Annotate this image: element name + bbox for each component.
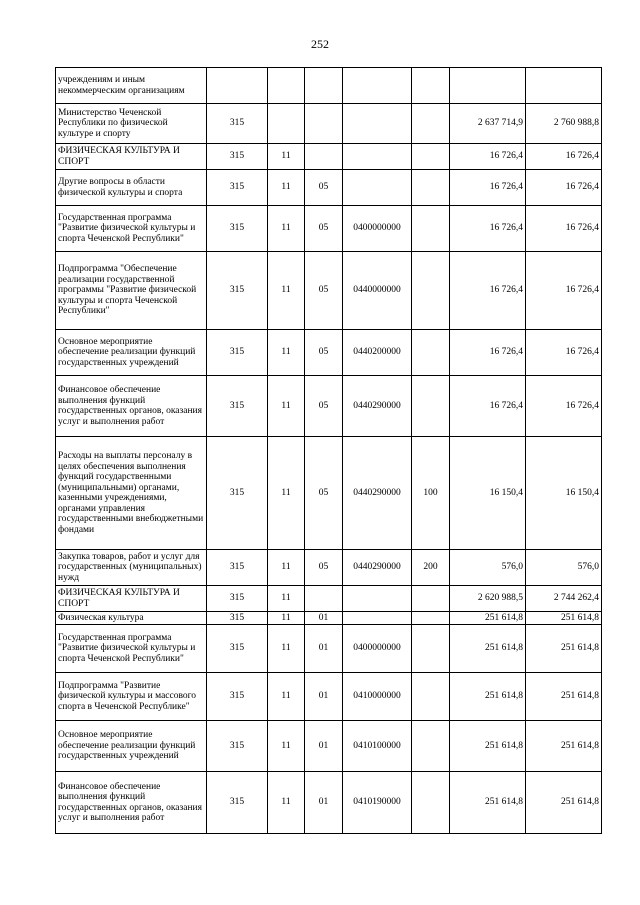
row-name-cell: ФИЗИЧЕСКАЯ КУЛЬТУРА И СПОРТ [56,586,207,612]
row-target-article-cell: 0400000000 [343,625,412,673]
row-ved-cell: 315 [207,612,268,625]
table-row [56,330,602,376]
row-target-article-cell [343,104,412,144]
row-expense-type-cell [412,206,450,252]
row-section-cell: 11 [268,376,305,437]
row-ved-cell: 315 [207,625,268,673]
row-expense-type-cell [412,612,450,625]
row-section-cell: 11 [268,330,305,376]
row-amount-year1-cell: 16 726,4 [450,252,526,330]
row-subsection-cell: 05 [305,170,343,206]
row-amount-year1-cell: 16 726,4 [450,170,526,206]
row-amount-year2-cell: 2 760 988,8 [526,104,602,144]
row-section-cell: 11 [268,206,305,252]
row-section-cell: 11 [268,673,305,721]
row-amount-year1-cell: 16 726,4 [450,376,526,437]
row-target-article-cell [343,68,412,104]
row-expense-type-cell [412,68,450,104]
row-ved-cell: 315 [207,330,268,376]
table-row [56,612,602,625]
row-amount-year1-cell: 2 637 714,9 [450,104,526,144]
row-amount-year2-cell: 576,0 [526,550,602,586]
row-ved-cell: 315 [207,252,268,330]
table-row [56,772,602,834]
row-amount-year2-cell: 16 726,4 [526,376,602,437]
row-amount-year2-cell: 16 150,4 [526,437,602,550]
row-amount-year1-cell: 16 726,4 [450,330,526,376]
budget-table [55,67,602,834]
table-row [56,586,602,612]
row-target-article-cell [343,170,412,206]
row-ved-cell: 315 [207,170,268,206]
row-amount-year2-cell: 16 726,4 [526,252,602,330]
row-section-cell: 11 [268,586,305,612]
row-ved-cell: 315 [207,206,268,252]
row-expense-type-cell [412,170,450,206]
row-name-cell: Основное мероприятие обеспечение реализации функций государственных учреждений [56,330,207,376]
row-ved-cell: 315 [207,376,268,437]
row-expense-type-cell: 100 [412,437,450,550]
row-section-cell: 11 [268,612,305,625]
row-ved-cell: 315 [207,550,268,586]
row-section-cell: 11 [268,721,305,772]
table-row [56,721,602,772]
row-amount-year1-cell: 16 726,4 [450,206,526,252]
row-expense-type-cell [412,721,450,772]
row-target-article-cell: 0410000000 [343,673,412,721]
row-target-article-cell: 0440200000 [343,330,412,376]
row-expense-type-cell [412,252,450,330]
row-subsection-cell: 05 [305,330,343,376]
row-ved-cell: 315 [207,721,268,772]
row-amount-year2-cell: 251 614,8 [526,721,602,772]
row-subsection-cell [305,104,343,144]
row-expense-type-cell [412,772,450,834]
row-subsection-cell: 05 [305,206,343,252]
row-subsection-cell [305,586,343,612]
row-expense-type-cell [412,376,450,437]
row-subsection-cell: 01 [305,625,343,673]
row-ved-cell [207,68,268,104]
row-name-cell: Основное мероприятие обеспечение реализации функций государственных учреждений [56,721,207,772]
row-amount-year2-cell: 16 726,4 [526,206,602,252]
row-ved-cell: 315 [207,437,268,550]
row-target-article-cell: 0410190000 [343,772,412,834]
row-target-article-cell: 0440290000 [343,437,412,550]
row-name-cell: Другие вопросы в области физической культуры и спорта [56,170,207,206]
row-expense-type-cell [412,673,450,721]
table-row [56,625,602,673]
row-name-cell: Финансовое обеспечение выполнения функций государственных органов, оказания услуг и выполнения работ [56,772,207,834]
row-section-cell: 11 [268,772,305,834]
row-name-cell: Министерство Чеченской Республики по физической культуре и спорту [56,104,207,144]
row-section-cell [268,68,305,104]
row-subsection-cell: 01 [305,721,343,772]
page-number: 252 [311,37,329,51]
row-name-cell: Подпрограмма "Обеспечение реализации государственной программы "Развитие физической культуры и спорта Чеченской Республики" [56,252,207,330]
row-amount-year2-cell: 16 726,4 [526,170,602,206]
row-amount-year2-cell: 251 614,8 [526,625,602,673]
row-amount-year1-cell: 251 614,8 [450,625,526,673]
row-name-cell: ФИЗИЧЕСКАЯ КУЛЬТУРА И СПОРТ [56,144,207,170]
row-ved-cell: 315 [207,144,268,170]
table-row [56,104,602,144]
table-row [56,673,602,721]
row-amount-year2-cell: 16 726,4 [526,144,602,170]
row-section-cell: 11 [268,437,305,550]
row-target-article-cell: 0410100000 [343,721,412,772]
row-section-cell: 11 [268,550,305,586]
row-amount-year2-cell: 251 614,8 [526,612,602,625]
row-amount-year1-cell: 251 614,8 [450,612,526,625]
row-amount-year2-cell: 251 614,8 [526,673,602,721]
row-target-article-cell: 0440000000 [343,252,412,330]
row-amount-year1-cell [450,68,526,104]
row-target-article-cell [343,586,412,612]
row-subsection-cell: 05 [305,550,343,586]
row-amount-year1-cell: 576,0 [450,550,526,586]
table-row [56,68,602,104]
row-section-cell: 11 [268,625,305,673]
row-target-article-cell [343,612,412,625]
row-expense-type-cell: 200 [412,550,450,586]
row-amount-year1-cell: 251 614,8 [450,772,526,834]
row-target-article-cell [343,144,412,170]
row-amount-year2-cell: 251 614,8 [526,772,602,834]
row-subsection-cell: 05 [305,252,343,330]
row-ved-cell: 315 [207,586,268,612]
row-subsection-cell [305,144,343,170]
row-name-cell: Закупка товаров, работ и услуг для государственных (муниципальных) нужд [56,550,207,586]
row-section-cell: 11 [268,252,305,330]
row-expense-type-cell [412,625,450,673]
row-ved-cell: 315 [207,104,268,144]
row-amount-year2-cell [526,68,602,104]
row-amount-year1-cell: 16 726,4 [450,144,526,170]
row-ved-cell: 315 [207,772,268,834]
row-expense-type-cell [412,104,450,144]
row-amount-year1-cell: 251 614,8 [450,721,526,772]
row-target-article-cell: 0440290000 [343,550,412,586]
table-row [56,252,602,330]
row-name-cell: Расходы на выплаты персоналу в целях обеспечения выполнения функций государственными (муниципальными) органами, казенными учреждениями, органами управления государственными внебюджетными фондами [56,437,207,550]
row-amount-year1-cell: 2 620 988,5 [450,586,526,612]
row-name-cell: учреждениям и иным некоммерческим организациям [56,68,207,104]
row-target-article-cell: 0400000000 [343,206,412,252]
table-row [56,550,602,586]
row-section-cell: 11 [268,144,305,170]
row-name-cell: Физическая культура [56,612,207,625]
row-name-cell: Подпрограмма "Развитие физической культуры и массового спорта в Чеченской Республике" [56,673,207,721]
row-ved-cell: 315 [207,673,268,721]
row-amount-year2-cell: 16 726,4 [526,330,602,376]
row-subsection-cell [305,68,343,104]
row-subsection-cell: 01 [305,772,343,834]
row-name-cell: Государственная программа "Развитие физической культуры и спорта Чеченской Республики" [56,625,207,673]
row-subsection-cell: 05 [305,437,343,550]
row-subsection-cell: 01 [305,612,343,625]
row-expense-type-cell [412,586,450,612]
table-row [56,376,602,437]
row-amount-year2-cell: 2 744 262,4 [526,586,602,612]
row-target-article-cell: 0440290000 [343,376,412,437]
row-expense-type-cell [412,144,450,170]
table-row [56,206,602,252]
budget-table-body [56,68,602,834]
row-subsection-cell: 05 [305,376,343,437]
row-name-cell: Финансовое обеспечение выполнения функций государственных органов, оказания услуг и выполнения работ [56,376,207,437]
table-row [56,144,602,170]
row-amount-year1-cell: 251 614,8 [450,673,526,721]
row-section-cell [268,104,305,144]
table-row [56,437,602,550]
row-subsection-cell: 01 [305,673,343,721]
row-amount-year1-cell: 16 150,4 [450,437,526,550]
row-section-cell: 11 [268,170,305,206]
row-name-cell: Государственная программа "Развитие физической культуры и спорта Чеченской Республики" [56,206,207,252]
table-row [56,170,602,206]
row-expense-type-cell [412,330,450,376]
